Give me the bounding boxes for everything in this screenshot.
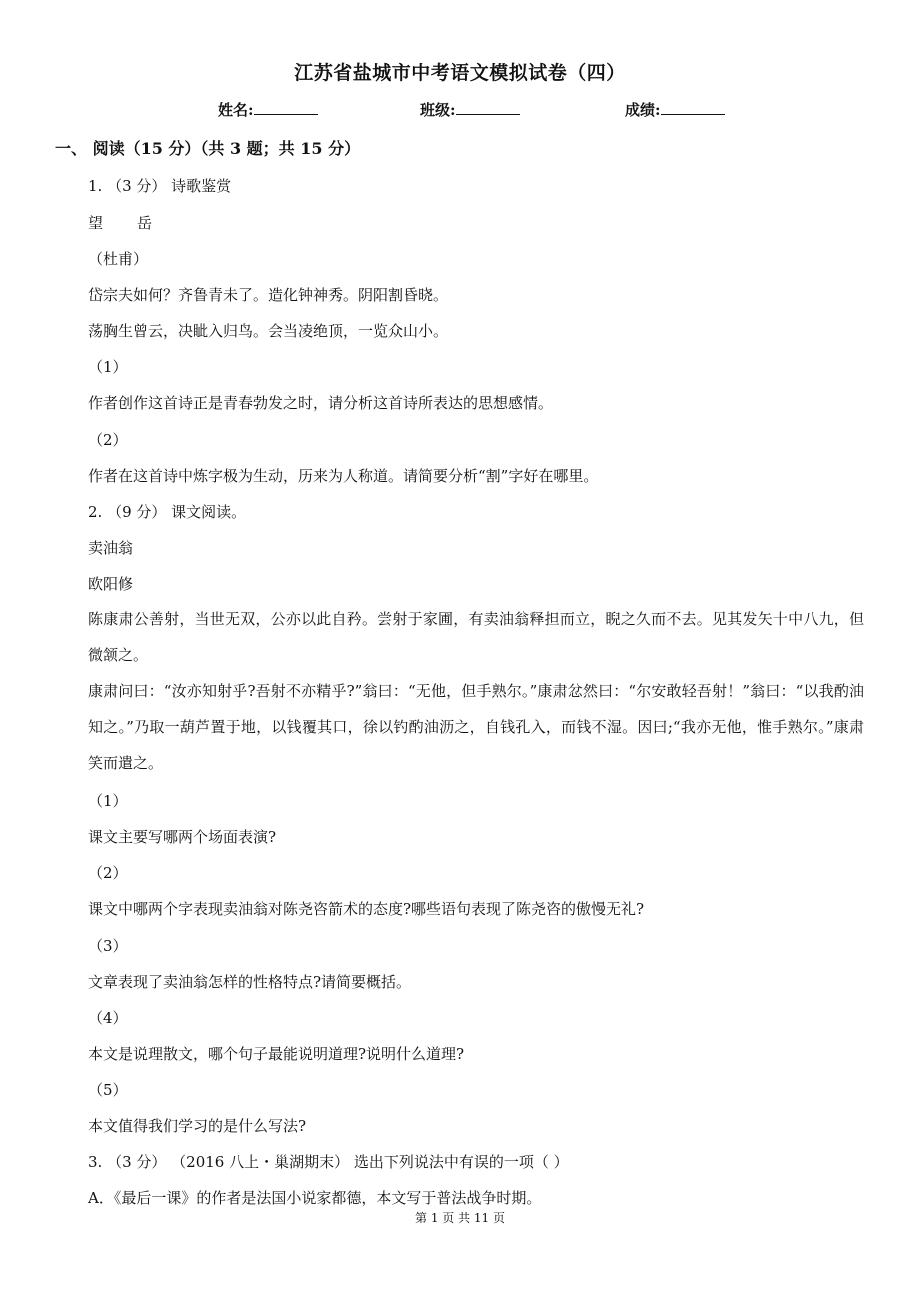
poem-author: （杜甫） bbox=[88, 250, 149, 268]
poem-title bbox=[88, 212, 152, 233]
question-3-header: 3. （3 分） （2016 八上・巢湖期末） 选出下列说法中有误的一项（ ） bbox=[88, 1153, 569, 1171]
q2-sub1-label: （1） bbox=[88, 792, 128, 810]
name-label: 姓名: bbox=[218, 101, 254, 119]
score-blank[interactable] bbox=[661, 100, 725, 115]
score-label: 成绩: bbox=[625, 101, 661, 119]
q2-sub4-text: 本文是说理散文，哪个句子最能说明道理?说明什么道理? bbox=[88, 1045, 465, 1063]
name-blank[interactable] bbox=[254, 100, 318, 115]
q2-sub1-text: 课文主要写哪两个场面表演? bbox=[88, 828, 277, 846]
name-field[interactable] bbox=[218, 99, 318, 120]
page-title: 江苏省盐城市中考语文模拟试卷（四） bbox=[294, 62, 626, 84]
q2-sub3-text: 文章表现了卖油翁怎样的性格特点?请简要概括。 bbox=[88, 973, 412, 991]
q2-sub2-label: （2） bbox=[88, 864, 128, 882]
q2-sub5-text: 本文值得我们学习的是什么写法? bbox=[88, 1117, 307, 1135]
poem-line-2: 荡胸生曾云，决眦入归鸟。会当凌绝顶，一览众山小。 bbox=[88, 322, 449, 340]
passage-paragraph-2: 康肃问曰：“汝亦知射乎?吾射不亦精乎?”翁曰：“无他，但手熟尔。”康肃忿然曰：“尔安敢轻吾射！”翁曰：“以我酌油知之。”乃取一葫芦置于地，以钱覆其口，徐以钓酌油沥之，自钱孔入，而钱不湿。因曰;“我亦无他，惟手熟尔。”康肃笑而遣之。 bbox=[88, 682, 864, 772]
q2-sub5-label: （5） bbox=[88, 1081, 128, 1099]
question-2-header: 2. （9 分） 课文阅读。 bbox=[88, 503, 247, 521]
q1-sub2-label: （2） bbox=[88, 431, 128, 449]
q2-sub4-label: （4） bbox=[88, 1009, 128, 1027]
section-heading: 一、 阅读（15 分）（共 3 题；共 15 分） bbox=[55, 139, 361, 158]
poem-title-char-2: 岳 bbox=[137, 214, 153, 232]
score-field[interactable] bbox=[625, 99, 725, 120]
q1-sub2-text: 作者在这首诗中炼字极为生动，历来为人称道。请简要分析“割”字好在哪里。 bbox=[88, 467, 599, 485]
poem-title-char-1: 望 bbox=[88, 214, 104, 232]
class-blank[interactable] bbox=[456, 100, 520, 115]
text-author: 欧阳修 bbox=[88, 575, 134, 593]
q3-option-a[interactable]: A．《最后一课》的作者是法国小说家都德，本文写于普法战争时期。 bbox=[88, 1189, 542, 1207]
passage-paragraph-1: 陈康肃公善射，当世无双，公亦以此自矜。尝射于家圃，有卖油翁释担而立，睨之久而不去。见其发矢十中八九，但微颔之。 bbox=[88, 610, 864, 664]
student-info-row bbox=[0, 99, 920, 123]
question-1-header: 1. （3 分） 诗歌鉴赏 bbox=[88, 177, 232, 195]
class-field[interactable] bbox=[420, 99, 520, 120]
q1-sub1-text: 作者创作这首诗正是青春勃发之时，请分析这首诗所表达的思想感情。 bbox=[88, 394, 554, 412]
q2-sub3-label: （3） bbox=[88, 937, 128, 955]
poem-line-1: 岱宗夫如何？齐鲁青未了。造化钟神秀。阴阳割昏晓。 bbox=[88, 286, 449, 304]
page-footer: 第 1 页 共 11 页 bbox=[415, 1211, 505, 1225]
class-label: 班级: bbox=[420, 101, 456, 119]
text-title: 卖油翁 bbox=[88, 539, 134, 557]
q1-sub1-label: （1） bbox=[88, 358, 128, 376]
q2-sub2-text: 课文中哪两个字表现卖油翁对陈尧咨箭术的态度?哪些语句表现了陈尧咨的傲慢无礼? bbox=[88, 900, 645, 918]
